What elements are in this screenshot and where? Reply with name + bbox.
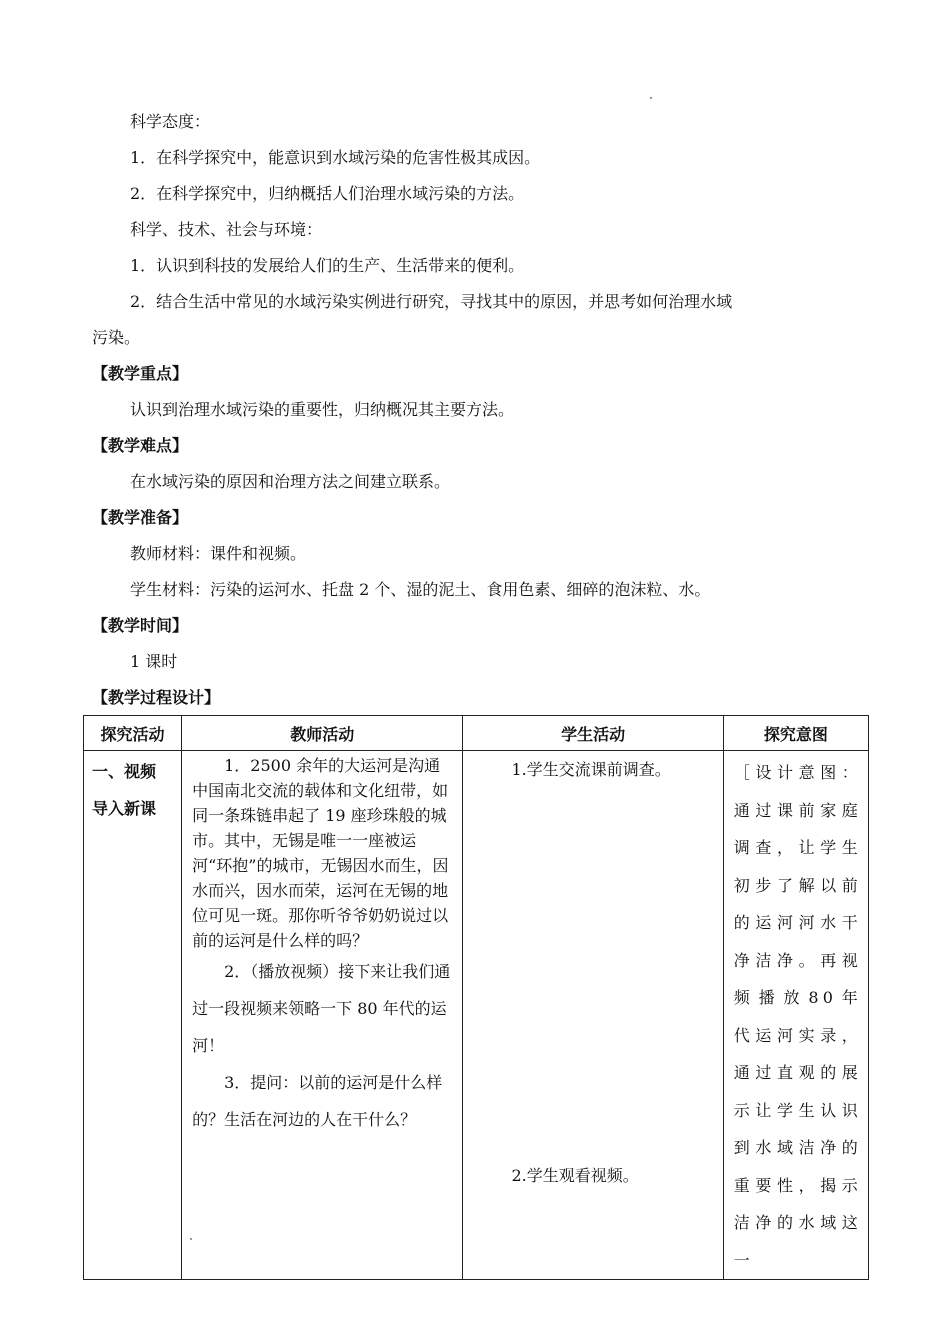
page-mark: [650, 97, 652, 99]
teacher-materials: 教师材料：课件和视频。: [130, 544, 307, 563]
process-heading: 【教学过程设计】: [92, 688, 221, 707]
stse-item-2-cont: 污染。: [92, 328, 141, 347]
student-cell: [463, 751, 723, 1280]
student-step-2: 2.学生观看视频。: [511, 1166, 639, 1185]
difficulty-text: 在水域污染的原因和治理方法之间建立联系。: [130, 472, 451, 491]
table-row: [84, 751, 869, 1280]
student-step-1: 1.学生交流课前调查。: [511, 760, 671, 779]
time-heading: 【教学时间】: [92, 616, 189, 635]
key-point-text: 认识到治理水域污染的重要性，归纳概况其主要方法。: [130, 400, 515, 419]
stse-item-2: 2．结合生活中常见的水域污染实例进行研究，寻找其中的原因，并思考如何治理水域: [130, 292, 733, 311]
header-student: 学生活动: [463, 716, 723, 751]
stse-item-1: 1．认识到科技的发展给人们的生产、生活带来的便利。: [130, 256, 525, 275]
teacher-step-2: 2．（播放视频）接下来让我们通过一段视频来领略一下 80 年代的运河！: [192, 962, 451, 1055]
attitude-item-2: 2．在科学探究中，归纳概括人们治理水域污染的方法。: [130, 184, 525, 203]
key-point-heading: 【教学重点】: [92, 364, 189, 383]
difficulty-heading: 【教学难点】: [92, 436, 189, 455]
teacher-step-1: 1．2500 余年的大运河是沟通中国南北交流的载体和文化纽带，如同一条珠链串起了 19 座珍珠般的城市。其中，无锡是唯一一座被运河“环抱”的城市，无锡因水而生，因水而兴，因水而荣，运河在无锡的地位可见一斑。那你听爷爷奶奶说过以前的运河是什么样的吗？: [192, 756, 449, 950]
stse-title: 科学、技术、社会与环境：: [130, 220, 323, 239]
student-materials: 学生材料：污染的运河水、托盘 2 个、湿的泥土、食用色素、细碎的泡沫粒、水。: [130, 580, 711, 599]
header-teacher: 教师活动: [182, 716, 463, 751]
design-intent: ［设计意图：通过课前家庭调查，让学生初步了解以前的运河河水干净洁净。再视频播放80年代运河实录，通过直观的展示让学生认识到水域洁净的重要性，揭示洁净的水域这一: [733, 763, 862, 1270]
time-text: 1 课时: [130, 652, 178, 671]
attitude-item-1: 1．在科学探究中，能意识到水域污染的危害性极其成因。: [130, 148, 541, 167]
teacher-step-3: 3．提问：以前的运河是什么样的？生活在河边的人在干什么？: [192, 1073, 443, 1129]
preparation-heading: 【教学准备】: [92, 508, 189, 527]
activity-cell: [84, 751, 182, 1280]
process-table: [83, 715, 869, 1280]
header-activity: 探究活动: [84, 716, 182, 751]
header-intent: 探究意图: [723, 716, 868, 751]
attitude-title: 科学态度：: [130, 112, 211, 131]
intent-cell: [723, 751, 868, 1280]
page-mark: [190, 1238, 192, 1240]
table-header-row: [84, 716, 869, 751]
teacher-cell: [182, 751, 463, 1280]
activity-title: 一、视频 导入新课: [92, 762, 157, 818]
